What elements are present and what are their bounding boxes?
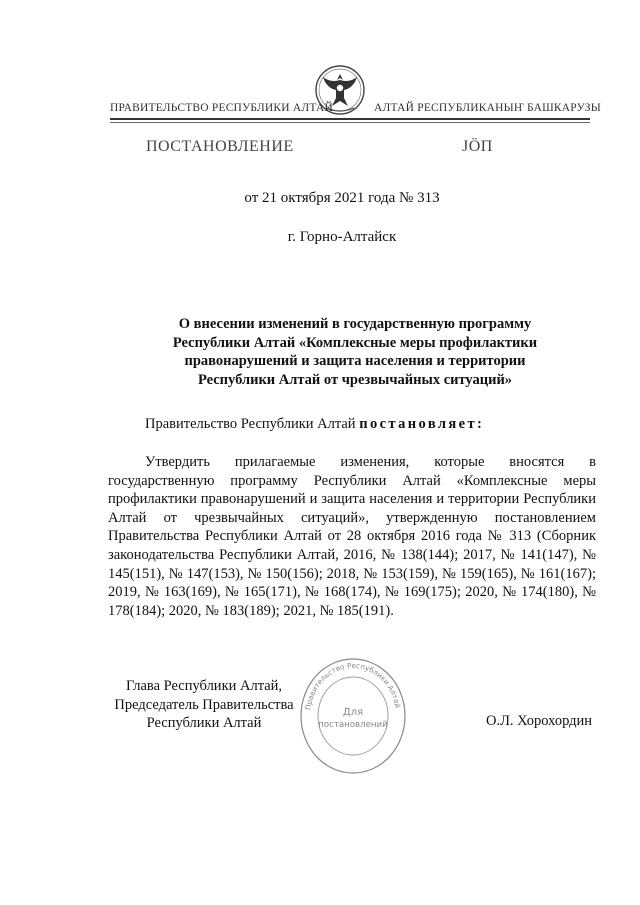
decree-intro <box>145 416 484 433</box>
city: г. Горно-Алтайск <box>287 229 397 245</box>
date-and-number: от 21 октября 2021 года № 313 <box>244 190 440 206</box>
signatory-line-2: Председатель Правительства <box>114 696 294 713</box>
doc-type-altai: ЈӦП <box>462 138 493 155</box>
decree-verb: постановляет: <box>359 416 485 432</box>
signatory-title <box>108 677 300 733</box>
doc-type-russian: ПОСТАНОВЛЕНИЕ <box>146 138 294 155</box>
stamp-ring-text: Правительство Республики Алтай <box>303 660 403 711</box>
org-name-altai: АЛТАЙ РЕСПУБЛИКАНЫҤ БАШКАРУЗЫ <box>374 102 601 114</box>
stamp-center-line-1: Для <box>342 707 364 718</box>
org-name-russian: ПРАВИТЕЛЬСТВО РЕСПУБЛИКИ АЛТАЙ <box>110 102 334 114</box>
header-rule-thin <box>110 122 590 123</box>
document-title: О внесении изменений в государственную программу Республики Алтай «Комплексные меры профилактики правонарушений и защита населения и территории Республики Алтай от чрезвычайных ситуаций» <box>172 316 538 388</box>
stamp-center-line-2: постановлений <box>318 720 388 730</box>
signatory-line-1: Глава Республики Алтай, <box>125 678 283 694</box>
decree-subject: Правительство Республики Алтай <box>145 416 356 432</box>
signatory-name: О.Л. Хорохордин <box>486 713 593 729</box>
header-rule-thick <box>110 118 590 120</box>
decree-body: Утвердить прилагаемые изменения, которые вносятся в государственную программу Республики Алтай «Комплексные меры профилактики правонарушений и защита населения и территории Республики Алтай от чрезвычайных ситуаций», утвержденную постановлением Правительства Республики Алтай от 28 октября 2016 года № 313 (Сборник законодательства Республики Алтай, 2016, № 138(144); 2017, № 141(147), № 145(151), № 147(153), № 150(156); 2018, № 153(159), № 159(165), № 161(167); 2019, № 163(169), № 165(171), № 168(174), № 169(175); 2020, № 174(180), № 178(184); 2020, № 183(189); 2021, № 185(191). <box>108 454 596 619</box>
signatory-line-3: Республики Алтай <box>146 715 262 731</box>
svg-text:Правительство Республики Алтай <box>303 661 402 711</box>
official-stamp <box>298 656 408 776</box>
